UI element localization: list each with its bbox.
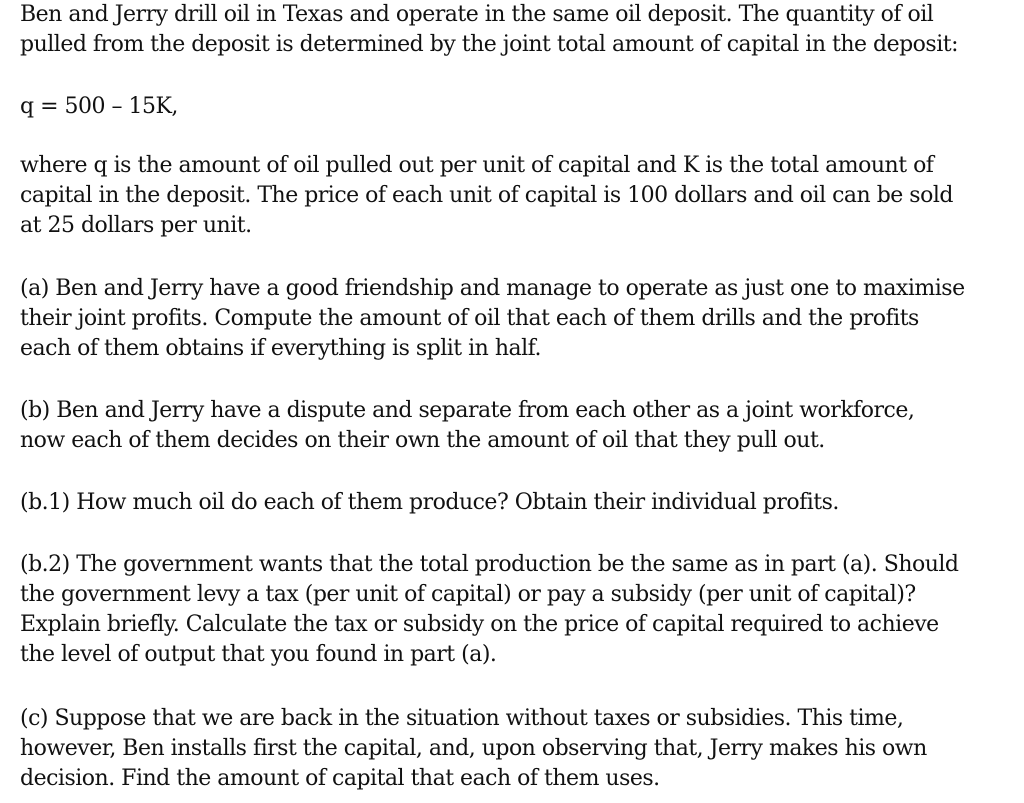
part-b2-line-4: the level of output that you found in part (a). — [20, 642, 497, 667]
part-b2-line-2: the government levy a tax (per unit of capital) or pay a subsidy (per unit of capital)? — [20, 582, 916, 607]
definition-line-2: capital in the deposit. The price of each unit of capital is 100 dollars and oil can be sold — [20, 183, 953, 208]
definition-line-1: where q is the amount of oil pulled out per unit of capital and K is the total amount of — [20, 153, 934, 178]
part-c-line-3: decision. Find the amount of capital that each of them uses. — [20, 766, 660, 791]
part-b2-line-3: Explain briefly. Calculate the tax or subsidy on the price of capital required to achieve — [20, 612, 939, 637]
production-equation: q = 500 – 15K, — [20, 94, 178, 119]
part-c-line-2: however, Ben installs first the capital, and, upon observing that, Jerry makes his own — [20, 736, 927, 761]
definition-line-3: at 25 dollars per unit. — [20, 213, 252, 238]
part-c-line-1: (c) Suppose that we are back in the situation without taxes or subsidies. This time, — [20, 706, 904, 731]
part-a-line-2: their joint profits. Compute the amount of oil that each of them drills and the profits — [20, 306, 919, 331]
part-a-line-1: (a) Ben and Jerry have a good friendship and manage to operate as just one to maximise — [20, 276, 965, 301]
part-a-line-3: each of them obtains if everything is split in half. — [20, 336, 542, 361]
part-b-line-1: (b) Ben and Jerry have a dispute and separate from each other as a joint workforce, — [20, 398, 915, 423]
intro-line-1: Ben and Jerry drill oil in Texas and operate in the same oil deposit. The quantity of oil — [20, 2, 934, 27]
part-b1-line-1: (b.1) How much oil do each of them produce? Obtain their individual profits. — [20, 490, 839, 515]
part-b2-line-1: (b.2) The government wants that the total production be the same as in part (a). Should — [20, 552, 959, 577]
part-b-line-2: now each of them decides on their own the amount of oil that they pull out. — [20, 428, 825, 453]
intro-line-2: pulled from the deposit is determined by the joint total amount of capital in the deposit: — [20, 32, 959, 57]
